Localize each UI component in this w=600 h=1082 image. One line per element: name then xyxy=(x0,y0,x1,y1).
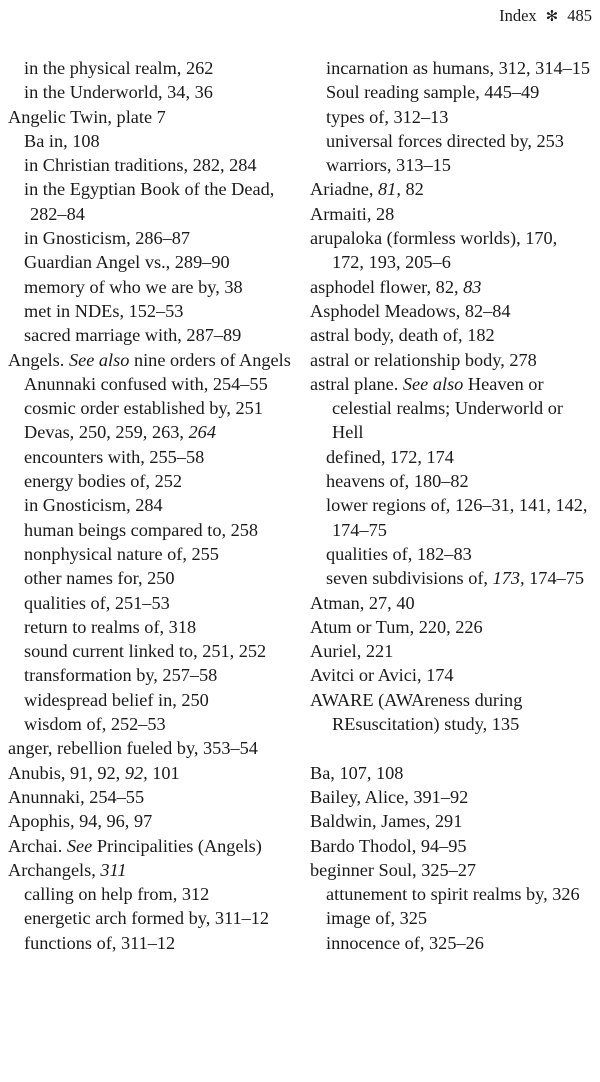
entry-text: in Gnosticism, 286–87 xyxy=(24,228,191,249)
entry-text: types of, 312–13 xyxy=(326,106,449,127)
entry-text: Angelic Twin, plate 7 xyxy=(8,106,166,127)
entry-text: REsuscitation) study, 135 xyxy=(332,714,520,735)
entry-text: Armaiti, 28 xyxy=(310,203,395,224)
index-subentry xyxy=(8,445,298,469)
index-entry xyxy=(310,858,598,882)
entry-text: memory of who we are by, 38 xyxy=(24,276,243,297)
entry-text: sacred marriage with, 287–89 xyxy=(24,325,242,346)
entry-text: calling on help from, 312 xyxy=(24,884,210,905)
entry-text: innocence of, 325–26 xyxy=(326,932,484,953)
entry-text: qualities of, 182–83 xyxy=(326,543,472,564)
entry-text-tail: Heaven or xyxy=(467,373,544,394)
index-subentry xyxy=(310,445,598,469)
entry-text: wisdom of, 252–53 xyxy=(24,714,166,735)
index-entry xyxy=(8,834,298,858)
entry-text: Archangels, xyxy=(8,859,96,880)
index-entry xyxy=(8,858,298,882)
index-subentry xyxy=(310,469,598,493)
index-column-left xyxy=(8,56,298,955)
index-subentry xyxy=(8,80,298,104)
entry-text-tail: 101 xyxy=(152,762,180,783)
index-subentry xyxy=(8,153,298,177)
index-entry xyxy=(310,639,598,663)
index-subentry xyxy=(310,56,598,80)
entry-text: anger, rebellion fueled by, 353–54 xyxy=(8,738,258,759)
entry-text: Ba, 107, 108 xyxy=(310,762,404,783)
index-subentry xyxy=(8,493,298,517)
index-subentry xyxy=(310,80,598,104)
index-subentry xyxy=(8,323,298,347)
entry-text: Archai. xyxy=(8,835,63,856)
illustration-page-ref: 173, xyxy=(492,568,525,589)
index-subentry xyxy=(8,712,298,736)
entry-text: qualities of, 251–53 xyxy=(24,592,170,613)
index-subentry xyxy=(8,518,298,542)
index-letter-break xyxy=(310,736,598,760)
index-subentry xyxy=(310,906,598,930)
entry-text: seven subdivisions of, xyxy=(326,568,488,589)
index-subentry xyxy=(8,688,298,712)
illustration-page-ref: 83 xyxy=(463,276,482,297)
index-subentry xyxy=(8,250,298,274)
entry-text: in Gnosticism, 284 xyxy=(24,495,163,516)
entry-text: Avitci or Avici, 174 xyxy=(310,665,454,686)
entry-text: in the Underworld, 34, 36 xyxy=(24,82,213,103)
entry-text: met in NDEs, 152–53 xyxy=(24,300,184,321)
index-entry xyxy=(310,785,598,809)
index-entry xyxy=(310,177,598,201)
entry-text: incarnation as humans, 312, 314–15 xyxy=(326,58,591,78)
index-entry-continuation xyxy=(310,518,598,542)
index-entry-continuation xyxy=(310,420,598,444)
index-subentry xyxy=(8,372,298,396)
index-subentry xyxy=(310,542,598,566)
entry-text: sound current linked to, 251, 252 xyxy=(24,641,267,662)
index-entry xyxy=(8,761,298,785)
index-subentry xyxy=(8,639,298,663)
entry-text: Asphodel Meadows, 82–84 xyxy=(310,300,511,321)
entry-text: asphodel flower, 82, xyxy=(310,276,459,297)
index-subentry xyxy=(310,493,598,517)
index-subentry xyxy=(310,931,598,955)
index-column-right xyxy=(310,56,598,955)
entry-text: Baldwin, James, 291 xyxy=(310,811,463,832)
index-entry xyxy=(310,202,598,226)
entry-text: energy bodies of, 252 xyxy=(24,471,183,492)
index-subentry xyxy=(310,153,598,177)
see-reference-label: See also xyxy=(402,373,464,394)
entry-text: Angels. xyxy=(8,349,65,370)
page-number: 485 xyxy=(567,6,592,25)
header-title: Index xyxy=(499,6,537,25)
index-subentry xyxy=(310,566,598,590)
index-subentry xyxy=(8,663,298,687)
index-entry-continuation xyxy=(310,712,598,736)
entry-text: Anubis, 91, 92, xyxy=(8,762,121,783)
entry-text: beginner Soul, 325–27 xyxy=(310,859,477,880)
index-subentry xyxy=(8,615,298,639)
entry-text: in Christian traditions, 282, 284 xyxy=(24,155,257,176)
index-subentry xyxy=(8,56,298,80)
entry-text: nonphysical nature of, 255 xyxy=(24,543,219,564)
entry-text: astral plane. xyxy=(310,373,399,394)
asterisk-ornament-icon: ✻ xyxy=(545,9,559,25)
index-subentry xyxy=(8,591,298,615)
index-subentry xyxy=(8,469,298,493)
entry-text: human beings compared to, 258 xyxy=(24,519,259,540)
index-entry-continuation xyxy=(310,396,598,420)
entry-text: transformation by, 257–58 xyxy=(24,665,218,686)
entry-text: lower regions of, 126–31, 141, 142, xyxy=(326,495,588,516)
entry-text: energetic arch formed by, 311–12 xyxy=(24,908,270,929)
index-entry xyxy=(8,785,298,809)
entry-text: encounters with, 255–58 xyxy=(24,446,205,467)
entry-text-tail: 82 xyxy=(405,179,424,200)
entry-text: Ariadne, xyxy=(310,179,374,200)
entry-text: Atum or Tum, 220, 226 xyxy=(310,616,483,637)
index-subentry xyxy=(310,882,598,906)
index-subentry xyxy=(8,396,298,420)
entry-text: 282–84 xyxy=(30,203,85,224)
entry-text: arupaloka (formless worlds), 170, xyxy=(310,228,558,249)
entry-text: Anunnaki confused with, 254–55 xyxy=(24,373,268,394)
index-subentry xyxy=(310,129,598,153)
entry-text: widespread belief in, 250 xyxy=(24,689,209,710)
entry-text: cosmic order established by, 251 xyxy=(24,398,263,419)
index-entry xyxy=(310,591,598,615)
entry-text: AWARE (AWAreness during xyxy=(310,689,523,710)
index-entry xyxy=(310,834,598,858)
index-subentry xyxy=(8,177,298,201)
index-entry xyxy=(310,275,598,299)
index-entry xyxy=(310,688,598,712)
entry-text: Bardo Thodol, 94–95 xyxy=(310,835,467,856)
index-entry xyxy=(310,299,598,323)
entry-text: image of, 325 xyxy=(326,908,428,929)
index-entry xyxy=(310,663,598,687)
index-entry xyxy=(310,615,598,639)
entry-text: Auriel, 221 xyxy=(310,641,394,662)
entry-text-tail: Principalities (Angels) xyxy=(96,835,262,856)
index-subentry xyxy=(8,566,298,590)
entry-text: astral or relationship body, 278 xyxy=(310,349,537,370)
index-entry xyxy=(8,105,298,129)
entry-text: attunement to spirit realms by, 326 xyxy=(326,884,580,905)
entry-text: Bailey, Alice, 391–92 xyxy=(310,786,469,807)
entry-text-tail: nine orders of Angels xyxy=(133,349,291,370)
index-subentry xyxy=(8,299,298,323)
entry-text: universal forces directed by, 253 xyxy=(326,130,564,151)
entry-text: Ba in, 108 xyxy=(24,130,100,151)
entry-text: in the Egyptian Book of the Dead, xyxy=(24,179,275,200)
entry-text: heavens of, 180–82 xyxy=(326,471,469,492)
entry-text: celestial realms; Underworld or xyxy=(332,398,563,419)
see-reference-label: See xyxy=(66,835,93,856)
index-subentry xyxy=(8,420,298,444)
index-entry-continuation xyxy=(8,202,298,226)
index-entry xyxy=(8,348,298,372)
entry-text: Soul reading sample, 445–49 xyxy=(326,82,540,103)
entry-text: Devas, 250, 259, 263, xyxy=(24,422,184,443)
index-subentry xyxy=(8,882,298,906)
entry-text: other names for, 250 xyxy=(24,568,175,589)
entry-text: return to realms of, 318 xyxy=(24,616,197,637)
index-entry xyxy=(310,372,598,396)
index-entry xyxy=(310,348,598,372)
index-subentry xyxy=(8,226,298,250)
index-subentry xyxy=(8,906,298,930)
entry-text: Guardian Angel vs., 289–90 xyxy=(24,252,230,273)
index-entry xyxy=(310,226,598,250)
entry-text: defined, 172, 174 xyxy=(326,446,454,467)
index-entry xyxy=(8,736,298,760)
entry-text: astral body, death of, 182 xyxy=(310,325,495,346)
entry-text: Hell xyxy=(332,422,364,443)
entry-text: warriors, 313–15 xyxy=(326,155,451,176)
illustration-page-ref: 264 xyxy=(188,422,216,443)
index-subentry xyxy=(8,275,298,299)
entry-text: Atman, 27, 40 xyxy=(310,592,415,613)
index-subentry xyxy=(8,129,298,153)
index-subentry xyxy=(310,105,598,129)
entry-text: Apophis, 94, 96, 97 xyxy=(8,811,153,832)
illustration-page-ref: 81, xyxy=(378,179,401,200)
entry-text: 174–75 xyxy=(332,519,387,540)
illustration-page-ref: 311 xyxy=(100,859,127,880)
index-entry xyxy=(310,323,598,347)
entry-text-tail: 174–75 xyxy=(529,568,584,589)
entry-text: in the physical realm, 262 xyxy=(24,58,214,78)
running-header xyxy=(499,6,592,27)
see-reference-label: See also xyxy=(68,349,130,370)
index-subentry xyxy=(8,931,298,955)
entry-text: functions of, 311–12 xyxy=(24,932,176,953)
index-entry xyxy=(310,809,598,833)
index-entry-continuation xyxy=(310,250,598,274)
entry-text: 172, 193, 205–6 xyxy=(332,252,451,273)
index-subentry xyxy=(8,542,298,566)
index-entry xyxy=(8,809,298,833)
entry-text: Anunnaki, 254–55 xyxy=(8,786,145,807)
illustration-page-ref: 92, xyxy=(124,762,148,783)
index-entry xyxy=(310,761,598,785)
